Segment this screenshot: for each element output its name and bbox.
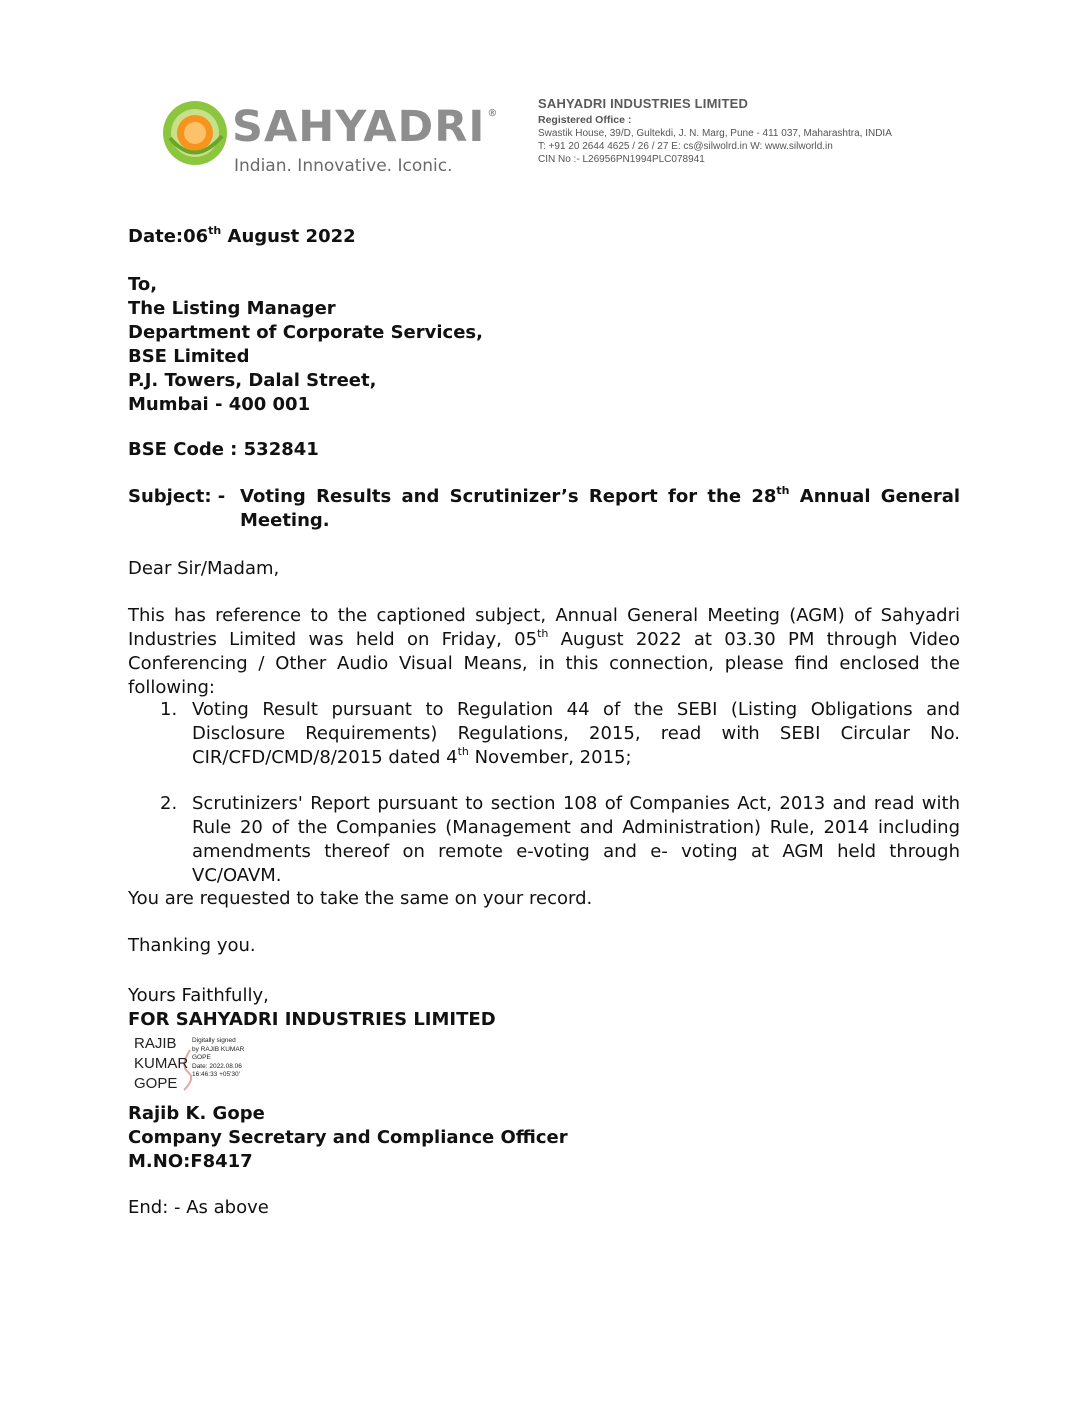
company-logo — [160, 98, 499, 180]
body-paragraph: This has reference to the captioned subject, Annual General Meeting (AGM) of Sahyadri Industries Limited was held on Friday, 05th August 2022 at 03.30 PM through Video Conferencing / Other Audio Visual Means, in this connection, please find enclosed the following: — [128, 605, 961, 698]
addressee-line: Department of Corporate Services, — [128, 322, 483, 343]
subject-block — [128, 485, 960, 533]
company-name: SAHYADRI INDUSTRIES LIMITED — [538, 96, 749, 111]
signer-name: Rajib K. Gope — [128, 1103, 265, 1124]
company-contact: T: +91 20 2644 4625 / 26 / 27 E: cs@silwolrd.in W: www.silworld.in — [538, 141, 833, 152]
for-company-line: FOR SAHYADRI INDUSTRIES LIMITED — [128, 1009, 496, 1030]
subject-text: Voting Results and Scrutinizer’s Report for the 28th Annual General — [240, 484, 961, 507]
addressee-line: The Listing Manager — [128, 298, 336, 319]
signature-name: RAJIB KUMAR GOPE — [134, 1035, 189, 1092]
addressee-line: To, — [128, 274, 158, 295]
subject-continuation: Meeting. — [240, 510, 330, 531]
list-text: Voting Result pursuant to Regulation 44 of the SEBI (Listing Obligations and Disclosure Requirements) Regulations, 2015, read with SEBI Circular No. CIR/CFD/CMD/8/2015 dated 4th November, 2015; — [192, 699, 960, 768]
company-cin: CIN No :- L26956PN1994PLC078941 — [538, 154, 705, 165]
signature-details: Digitally signed by RAJIB KUMAR GOPE Date: 2022.08.06 16:46:33 +05'30' — [192, 1037, 245, 1079]
list-number: 2. — [160, 793, 178, 814]
list-text: Scrutinizers' Report pursuant to section 108 of Companies Act, 2013 and read with Rule 20 of the Companies (Management and Administration) Rule, 2014 including amendments thereof on remote e-voting and e- voting at AGM held through VC/OAVM. — [192, 793, 960, 886]
logo-wordmark: SAHYADRI ® — [232, 102, 499, 152]
company-address: Swastik House, 39/D, Gultekdi, J. N. Marg, Pune - 411 037, Maharashtra, INDIA — [538, 128, 892, 139]
enclosure-note: End: - As above — [128, 1197, 269, 1218]
enclosure-item-2 — [160, 792, 960, 888]
sahyadri-emblem-icon — [160, 98, 230, 168]
salutation: Dear Sir/Madam, — [128, 558, 280, 579]
addressee-line: Mumbai - 400 001 — [128, 394, 311, 415]
enclosure-item-1 — [160, 698, 960, 770]
addressee-block — [128, 273, 483, 417]
signer-membership-no: M.NO:F8417 — [128, 1151, 253, 1172]
closing-line: Yours Faithfully, — [128, 985, 269, 1006]
subject-label: Subject: - — [128, 486, 226, 507]
list-number: 1. — [160, 699, 178, 720]
addressee-line: BSE Limited — [128, 346, 250, 367]
thanks-line: Thanking you. — [128, 935, 256, 956]
logo-tagline: Indian. Innovative. Iconic. — [234, 156, 453, 176]
registered-office-label: Registered Office : — [538, 114, 632, 126]
bse-code: BSE Code : 532841 — [128, 439, 319, 460]
digital-signature — [134, 1034, 294, 1096]
signer-block — [128, 1102, 568, 1174]
signer-title: Company Secretary and Compliance Officer — [128, 1127, 568, 1148]
addressee-line: P.J. Towers, Dalal Street, — [128, 370, 377, 391]
letter-date: Date:06th August 2022 — [128, 224, 356, 247]
company-letterhead — [538, 96, 958, 165]
request-line: You are requested to take the same on your record. — [128, 888, 593, 909]
